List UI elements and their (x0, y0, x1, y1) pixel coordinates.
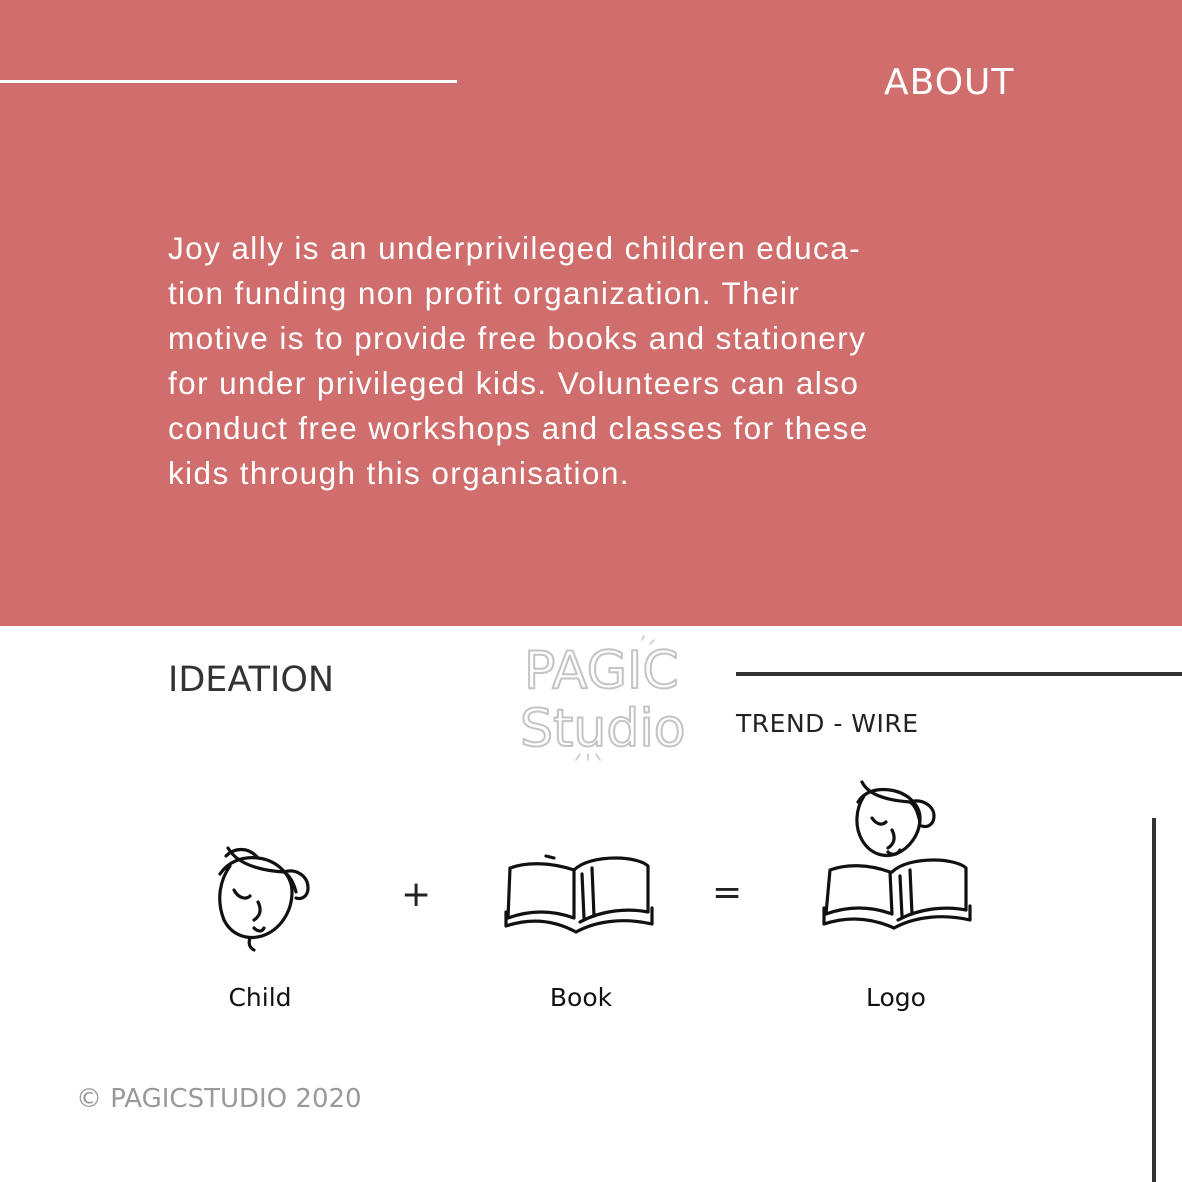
child-caption: Child (228, 983, 292, 1012)
watermark-line2: Studio (520, 699, 686, 759)
about-heading: ABOUT (884, 62, 1015, 103)
about-line: tion funding non profit organization. Their (168, 275, 801, 311)
child-reading-book-logo-icon (822, 778, 972, 940)
ideation-heading: IDEATION (168, 660, 335, 700)
about-line: kids through this organisation. (168, 455, 630, 491)
ideation-divider-line (736, 672, 1182, 676)
plus-sign: + (401, 874, 432, 915)
about-paragraph (168, 226, 1028, 496)
about-line: for under privileged kids. Volunteers can also (168, 365, 860, 401)
about-line: motive is to provide free books and stationery (168, 320, 867, 356)
vertical-divider-line (1152, 818, 1156, 1182)
trend-label: TREND - WIRE (736, 709, 919, 738)
child-face-icon (206, 840, 318, 950)
watermark-line1: PAGIC (524, 641, 679, 701)
open-book-icon (502, 856, 658, 940)
about-line: Joy ally is an underprivileged children educa- (168, 230, 862, 266)
logo-caption: Logo (866, 983, 926, 1012)
copyright-notice: © PAGICSTUDIO 2020 (76, 1084, 362, 1114)
equals-sign: = (712, 872, 743, 913)
pagic-studio-watermark-logo (514, 636, 686, 760)
about-line: conduct free workshops and classes for these (168, 410, 869, 446)
book-caption: Book (549, 983, 613, 1012)
about-divider-line (0, 80, 457, 83)
